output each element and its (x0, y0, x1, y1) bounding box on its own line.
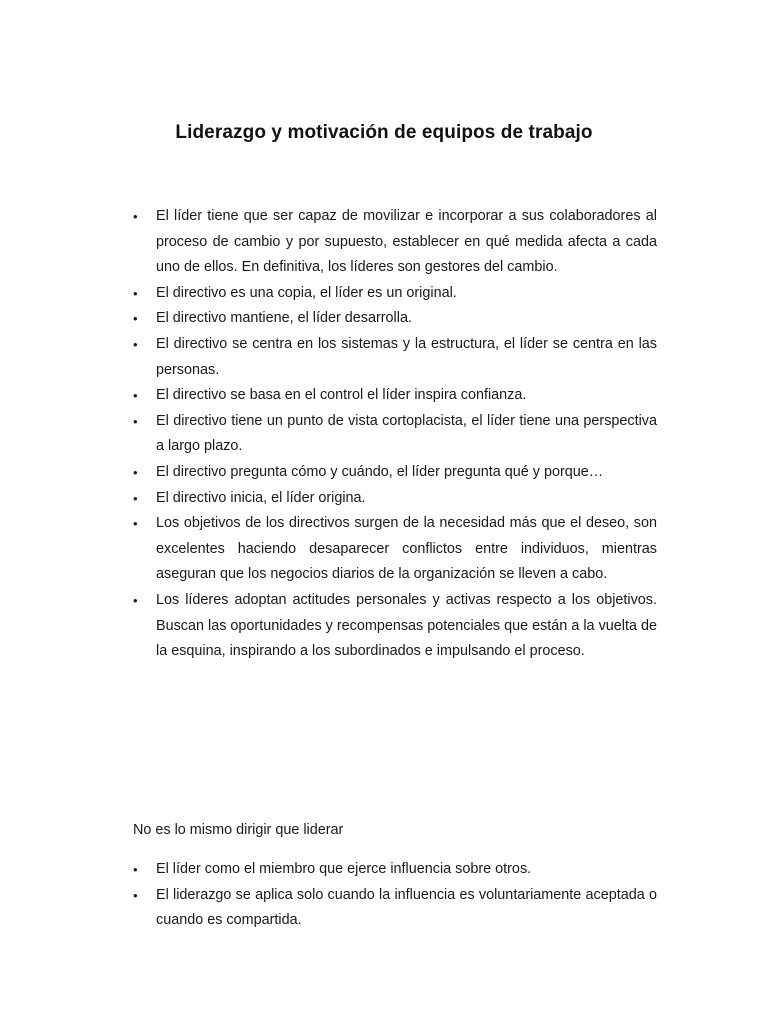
list-item-text: El directivo tiene un punto de vista cortoplacista, el líder tiene una perspectiva a largo plazo. (156, 412, 657, 455)
section-subheading: No es lo mismo dirigir que liderar (133, 822, 344, 838)
list-item-text: Los objetivos de los directivos surgen de la necesidad más que el deseo, son excelentes haciendo desaparecer conflictos entre individuos, mientras aseguran que los negocios diarios de la organización se lleven a cabo. (156, 515, 657, 583)
list-item-text: El directivo se basa en el control el líder inspira confianza. (156, 387, 527, 404)
bullet-icon: • (133, 336, 138, 352)
list-item (133, 460, 657, 486)
list-item (133, 409, 657, 460)
list-item-text: El directivo mantiene, el líder desarrolla. (156, 310, 412, 327)
list-item (133, 511, 657, 588)
list-item-text: El líder como el miembro que ejerce influencia sobre otros. (156, 861, 532, 877)
list-item (133, 857, 657, 883)
document-title: Liderazgo y motivación de equipos de trabajo (175, 122, 593, 143)
bullet-icon: • (133, 413, 138, 429)
bullet-icon: • (133, 311, 138, 327)
list-item (133, 306, 657, 332)
bullet-icon: • (133, 209, 138, 224)
list-item (133, 883, 657, 934)
list-item-text: El directivo se centra en los sistemas y la estructura, el líder se centra en las personas. (156, 335, 657, 378)
list-item-text: El líder tiene que ser capaz de movilizar e incorporar a sus colaboradores al proceso de cambio y por supuesto, establecer en qué medida afecta a cada uno de ellos. En definitiva, los líderes son gestores del cambio. (156, 208, 657, 276)
list-item (133, 383, 657, 409)
bullet-icon: • (133, 490, 138, 506)
list-item-text: El directivo inicia, el líder origina. (156, 489, 366, 506)
list-item (133, 332, 657, 383)
list-item-text: El directivo es una copia, el líder es un original. (156, 284, 457, 301)
bullet-icon: • (133, 388, 138, 404)
bullet-icon: • (133, 285, 138, 301)
list-item-text: El directivo pregunta cómo y cuándo, el líder pregunta qué y porque… (156, 463, 604, 480)
bullet-icon: • (133, 887, 138, 903)
list-item (133, 281, 657, 307)
bullet-icon: • (133, 862, 138, 877)
list-item (133, 204, 657, 281)
bullet-icon: • (133, 592, 138, 608)
list-item-text: El liderazgo se aplica solo cuando la influencia es voluntariamente aceptada o cuando es compartida. (156, 886, 657, 929)
bullet-icon: • (133, 516, 138, 532)
list-item (133, 486, 657, 512)
leader-vs-manager-list (133, 204, 657, 665)
list-item-text: Los líderes adoptan actitudes personales y activas respecto a los objetivos. Buscan las oportunidades y recompensas potenciales que están a la vuelta de la esquina, inspirando a los subordinados e impulsando el proceso. (156, 591, 657, 660)
bullet-icon: • (133, 464, 138, 480)
list-item (133, 588, 657, 665)
leadership-definition-list (133, 857, 657, 934)
